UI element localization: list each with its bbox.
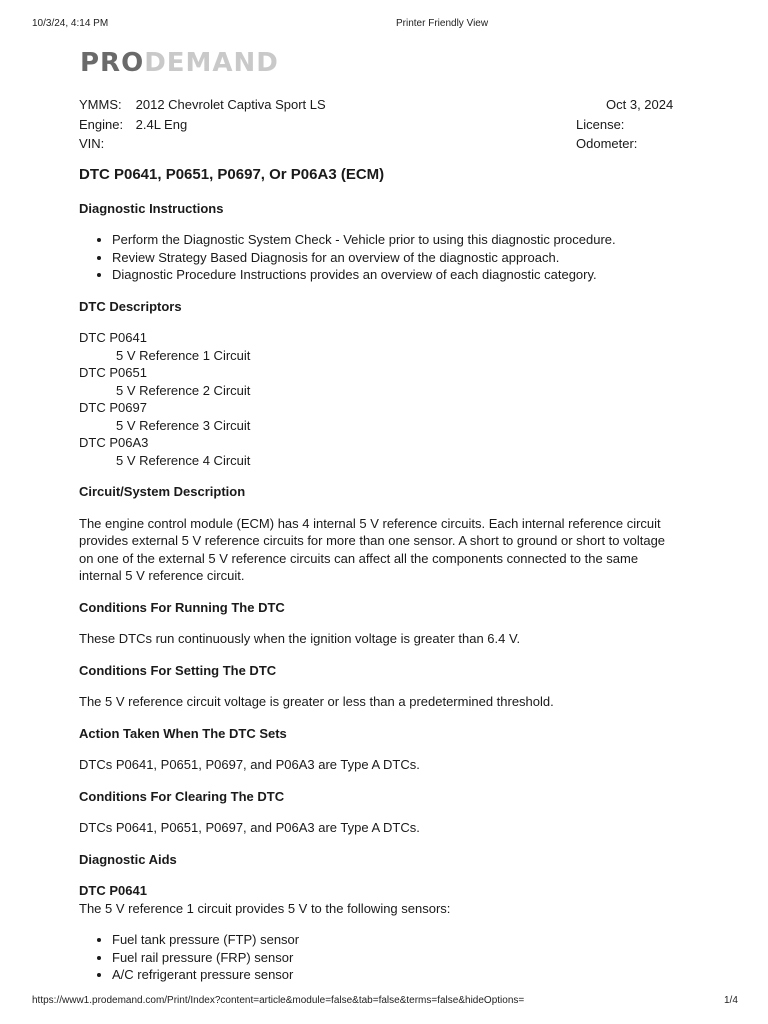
engine-row [79, 116, 187, 133]
dtc-descriptors-heading: DTC Descriptors [79, 298, 182, 314]
setting-conditions-heading: Conditions For Setting The DTC [79, 662, 277, 678]
action-taken-heading: Action Taken When The DTC Sets [79, 725, 287, 741]
running-conditions-text: These DTCs run continuously when the ignition voltage is greater than 6.4 V. [79, 631, 521, 646]
action-taken-text: DTCs P0641, P0651, P0697, and P06A3 are Type A DTCs. [79, 757, 420, 772]
engine-value: 2.4L Eng [135, 117, 188, 132]
list-item: • A/C refrigerant pressure sensor [112, 966, 679, 984]
report-date: Oct 3, 2024 [606, 97, 674, 112]
print-page-title: Printer Friendly View [396, 18, 489, 29]
dtc-descriptors-list [79, 329, 679, 469]
article-title: DTC P0641, P0651, P0697, Or P06A3 (ECM) [79, 166, 385, 183]
aids-dtc-text: The 5 V reference 1 circuit provides 5 V to the following sensors: [79, 900, 451, 916]
dtc-description: 5 V Reference 3 Circuit [116, 417, 251, 433]
clearing-conditions-text: DTCs P0641, P0651, P0697, and P06A3 are Type A DTCs. [79, 820, 420, 835]
list-item: • Fuel tank pressure (FTP) sensor [112, 931, 679, 949]
aids-sensor-list [79, 931, 679, 984]
engine-label: Engine: [79, 117, 124, 132]
list-item: • Review Strategy Based Diagnosis for an overview of the diagnostic approach. [112, 249, 679, 267]
circuit-description-text: The engine control module (ECM) has 4 internal 5 V reference circuits. Each internal reference circuit provides external 5 V reference circuits for more than one sensor. A short to ground or short to voltage on one of the external 5 V reference circuits can affect all the components connected to the same internal 5 V reference circuit. [79, 515, 666, 583]
license-label: License: [576, 117, 625, 132]
dtc-code: DTC P0697 [79, 400, 147, 415]
running-conditions-heading: Conditions For Running The DTC [79, 599, 285, 615]
clearing-conditions-heading: Conditions For Clearing The DTC [79, 788, 285, 804]
setting-conditions-text: The 5 V reference circuit voltage is greater or less than a predetermined threshold. [79, 694, 554, 709]
dtc-code: DTC P06A3 [79, 435, 149, 450]
diagnostic-instructions-list [79, 231, 679, 284]
print-datetime: 10/3/24, 4:14 PM [32, 18, 109, 29]
ymms-row [79, 96, 326, 113]
circuit-description-heading: Circuit/System Description [79, 484, 246, 499]
logo-part-pro: PRO [80, 48, 145, 78]
aids-dtc-heading: DTC P0641 [79, 883, 147, 898]
list-item: • Diagnostic Procedure Instructions provides an overview of each diagnostic category. [112, 266, 679, 284]
dtc-code: DTC P0641 [79, 330, 147, 345]
list-item: • Perform the Diagnostic System Check - Vehicle prior to using this diagnostic procedure. [112, 231, 679, 249]
dtc-description: 5 V Reference 1 Circuit [116, 347, 251, 363]
dtc-description: 5 V Reference 4 Circuit [116, 452, 251, 468]
dtc-code: DTC P0651 [79, 365, 147, 380]
diagnostic-instructions-heading: Diagnostic Instructions [79, 200, 224, 216]
ymms-label: YMMS: [79, 97, 122, 112]
article-content [79, 166, 679, 998]
ymms-value: 2012 Chevrolet Captiva Sport LS [135, 97, 326, 112]
logo-part-demand: DEMAND [144, 48, 279, 78]
prodemand-logo [80, 48, 279, 78]
odometer-label: Odometer: [576, 136, 638, 151]
page-number: 1/4 [724, 995, 738, 1006]
vin-label: VIN: [79, 136, 105, 151]
print-url: https://www1.prodemand.com/Print/Index?content=article&module=false&tab=false&terms=false&hideOptions= [32, 995, 525, 1006]
list-item: • Fuel rail pressure (FRP) sensor [112, 949, 679, 967]
vin-row [79, 135, 104, 152]
dtc-description: 5 V Reference 2 Circuit [116, 382, 251, 398]
diagnostic-aids-heading: Diagnostic Aids [79, 851, 177, 867]
